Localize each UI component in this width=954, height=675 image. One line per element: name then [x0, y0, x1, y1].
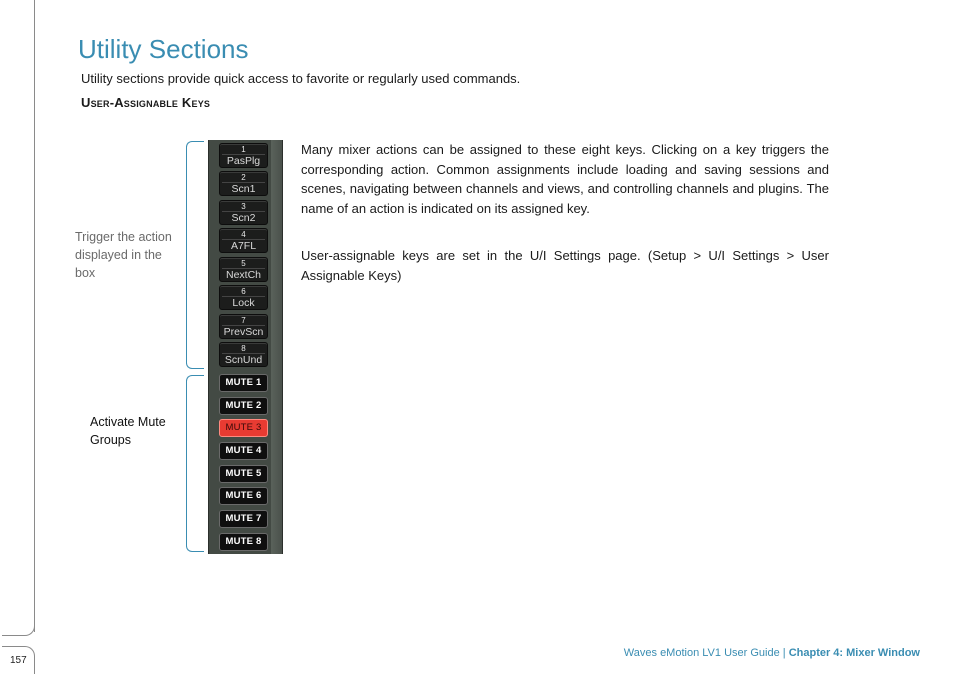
user-key-6[interactable]: [219, 285, 268, 310]
mute-key-6[interactable]: MUTE 6: [219, 487, 268, 505]
key-label: PrevScn: [223, 326, 264, 338]
margin-rule: [34, 0, 35, 632]
mute-key-4[interactable]: MUTE 4: [219, 442, 268, 460]
mute-key-3[interactable]: MUTE 3: [219, 419, 268, 437]
callout-trigger: Trigger the action displayed in the box: [75, 230, 172, 280]
section-subheading: User-Assignable Keys: [81, 95, 211, 110]
key-label: A7FL: [222, 239, 265, 253]
user-key-5[interactable]: [219, 257, 268, 282]
key-number: 7: [241, 316, 246, 325]
page-number: 157: [2, 646, 35, 674]
footer-guide: Waves eMotion LV1 User Guide: [623, 647, 780, 659]
footer-chapter: Chapter 4: Mixer Window: [788, 647, 920, 659]
key-label: Scn2: [222, 211, 265, 225]
body-paragraph-2: User-assignable keys are set in the U/I Settings page. (Setup > U/I Settings > User Assignable Keys): [301, 248, 829, 283]
key-number: 2: [241, 173, 246, 182]
key-label: NextCh: [222, 268, 265, 282]
mute-key-2[interactable]: MUTE 2: [219, 397, 268, 415]
user-key-4[interactable]: [219, 228, 268, 253]
mute-key-5[interactable]: MUTE 5: [219, 465, 268, 483]
mute-key-8[interactable]: MUTE 8: [219, 533, 268, 551]
key-label: Lock: [222, 296, 265, 310]
utility-panel: [208, 140, 283, 554]
key-number: 8: [241, 344, 246, 353]
callout-mute: Activate Mute Groups: [90, 415, 166, 447]
user-key-3[interactable]: [219, 200, 268, 225]
bracket-mute-keys: [186, 375, 204, 552]
key-number: 3: [241, 202, 246, 211]
page-footer: [624, 647, 920, 659]
intro-text: Utility sections provide quick access to favorite or regularly used commands.: [81, 71, 521, 86]
page-title: Utility Sections: [78, 34, 249, 64]
key-number: 1: [241, 145, 246, 154]
user-key-2[interactable]: [219, 171, 268, 196]
mute-key-1[interactable]: MUTE 1: [219, 374, 268, 392]
user-key-1[interactable]: [219, 143, 268, 168]
user-key-7[interactable]: [219, 314, 268, 339]
key-number: 5: [241, 259, 246, 268]
key-label: Scn1: [222, 182, 265, 196]
user-key-8[interactable]: [219, 342, 268, 367]
body-paragraph-1: Many mixer actions can be assigned to these eight keys. Clicking on a key triggers the corresponding action. Common assignments include loading and saving sessions and scenes, navigating between channels and views, and controlling channels and plugins. The name of an action is indicated on its assigned key.: [301, 142, 829, 216]
key-number: 6: [241, 287, 246, 296]
key-number: 4: [241, 230, 246, 239]
margin-curve: [2, 612, 35, 636]
footer-separator: |: [779, 647, 789, 659]
key-label: ScnUnd: [222, 353, 265, 367]
mute-key-7[interactable]: MUTE 7: [219, 510, 268, 528]
bracket-user-keys: [186, 141, 204, 369]
key-label: PasPlg: [222, 154, 265, 168]
